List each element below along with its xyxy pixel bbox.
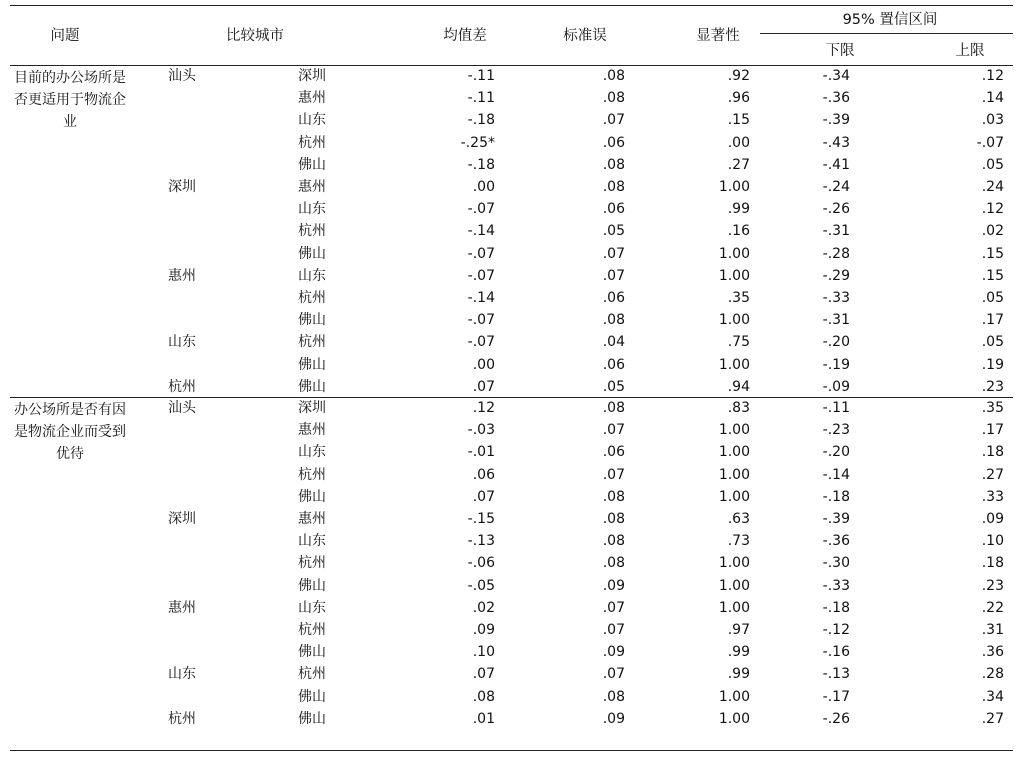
cell-se: .07 (602, 422, 625, 439)
cell-mean: -.13 (467, 533, 495, 550)
cell-se: .05 (602, 223, 625, 240)
cell-hi: .18 (981, 444, 1004, 461)
cell-lo: -.33 (822, 577, 850, 594)
cell-sig: 1.00 (718, 312, 750, 329)
cell-city1: 杭州 (168, 378, 196, 395)
cell-city1: 深圳 (168, 179, 196, 195)
cell-se: .09 (602, 577, 625, 594)
cell-hi: .19 (981, 356, 1004, 373)
cell-lo: -.16 (822, 644, 850, 661)
cell-se: .08 (602, 68, 625, 84)
header-significance: 显著性 (696, 28, 740, 44)
cell-sig: .27 (727, 156, 750, 173)
cell-mean: .12 (472, 400, 495, 416)
cell-city2: 杭州 (298, 334, 326, 351)
cell-se: .04 (602, 334, 625, 351)
cell-se: .05 (602, 378, 625, 395)
cell-lo: -.39 (822, 112, 850, 129)
cell-hi: .24 (981, 179, 1004, 195)
cell-lo: -.28 (822, 245, 850, 262)
cell-city1: 汕头 (168, 68, 196, 84)
cell-city2: 杭州 (298, 290, 326, 306)
cell-mean: .01 (472, 710, 495, 727)
header-mean-diff: 均值差 (443, 28, 487, 44)
question-label: 办公场所是否有因是物流企业而受到优待 (14, 402, 126, 462)
cell-lo: -.41 (822, 156, 850, 173)
cell-se: .08 (602, 511, 625, 527)
cell-se: .08 (602, 179, 625, 195)
cell-lo: -.36 (822, 90, 850, 107)
cell-lo: -.39 (822, 511, 850, 527)
cell-sig: .83 (727, 400, 750, 416)
cell-sig: .96 (727, 90, 750, 107)
cell-city1: 山东 (168, 666, 196, 683)
cell-mean: -.05 (467, 577, 495, 594)
cell-lo: -.19 (822, 356, 850, 373)
cell-city2: 佛山 (298, 488, 326, 505)
cell-sig: 1.00 (718, 488, 750, 505)
cell-se: .06 (602, 290, 625, 306)
cell-lo: -.20 (822, 334, 850, 351)
cell-sig: .94 (727, 378, 750, 395)
cell-sig: 1.00 (718, 710, 750, 727)
cell-lo: -.43 (822, 134, 850, 151)
cell-sig: 1.00 (718, 267, 750, 284)
cell-lo: -.24 (822, 179, 850, 195)
ci-rule (760, 33, 1013, 34)
cell-mean: -.07 (467, 334, 495, 351)
header-std-err: 标准误 (563, 28, 607, 44)
cell-city2: 杭州 (298, 666, 326, 683)
cell-hi: .36 (981, 644, 1004, 661)
cell-sig: 1.00 (718, 179, 750, 195)
cell-se: .08 (602, 488, 625, 505)
cell-hi: .05 (981, 290, 1004, 306)
cell-sig: .99 (727, 201, 750, 218)
cell-se: .06 (602, 356, 625, 373)
cell-hi: .05 (981, 334, 1004, 351)
cell-sig: 1.00 (718, 422, 750, 439)
cell-hi: .12 (981, 68, 1004, 84)
cell-city2: 山东 (298, 112, 326, 129)
cell-se: .07 (602, 267, 625, 284)
cell-hi: .17 (981, 422, 1004, 439)
cell-se: .06 (602, 201, 625, 218)
cell-hi: .10 (981, 533, 1004, 550)
cell-lo: -.13 (822, 666, 850, 683)
cell-hi: .14 (981, 90, 1004, 107)
cell-sig: .99 (727, 644, 750, 661)
cell-city2: 杭州 (298, 622, 326, 638)
cell-sig: .97 (727, 622, 750, 638)
cell-mean: -.07 (467, 201, 495, 218)
cell-hi: .15 (981, 245, 1004, 262)
cell-city2: 深圳 (298, 400, 326, 416)
cell-hi: .05 (981, 156, 1004, 173)
cell-mean: -.07 (467, 245, 495, 262)
cell-se: .09 (602, 644, 625, 661)
cell-lo: -.17 (822, 688, 850, 705)
cell-lo: -.26 (822, 201, 850, 218)
cell-mean: -.07 (467, 267, 495, 284)
cell-city2: 佛山 (298, 378, 326, 395)
cell-sig: 1.00 (718, 599, 750, 616)
cell-sig: 1.00 (718, 356, 750, 373)
cell-hi: .33 (981, 488, 1004, 505)
cell-city2: 山东 (298, 533, 326, 550)
cell-sig: 1.00 (718, 444, 750, 461)
cell-lo: -.26 (822, 710, 850, 727)
cell-mean: .02 (472, 599, 495, 616)
cell-hi: .23 (981, 577, 1004, 594)
cell-mean: .00 (472, 356, 495, 373)
cell-city2: 惠州 (298, 90, 326, 107)
cell-sig: .16 (727, 223, 750, 240)
cell-sig: 1.00 (718, 466, 750, 483)
header-compare-cities: 比较城市 (226, 28, 284, 44)
cell-mean: .07 (472, 666, 495, 683)
cell-se: .07 (602, 622, 625, 638)
cell-lo: -.29 (822, 267, 850, 284)
top-rule (10, 5, 1013, 6)
cell-hi: .18 (981, 555, 1004, 572)
cell-mean: -.18 (467, 112, 495, 129)
cell-lo: -.31 (822, 223, 850, 240)
cell-sig: .15 (727, 112, 750, 129)
cell-city2: 佛山 (298, 710, 326, 727)
cell-hi: .27 (981, 710, 1004, 727)
cell-hi: .28 (981, 666, 1004, 683)
cell-sig: .92 (727, 68, 750, 84)
cell-se: .08 (602, 688, 625, 705)
cell-city2: 山东 (298, 444, 326, 461)
cell-sig: .35 (727, 290, 750, 306)
cell-city2: 佛山 (298, 577, 326, 594)
cell-lo: -.11 (822, 400, 850, 416)
cell-hi: .03 (981, 112, 1004, 129)
cell-mean: -.25* (460, 134, 495, 151)
cell-mean: -.07 (467, 312, 495, 329)
cell-hi: .02 (981, 223, 1004, 240)
cell-lo: -.23 (822, 422, 850, 439)
cell-mean: .08 (472, 688, 495, 705)
cell-hi: .22 (981, 599, 1004, 616)
cell-mean: -.01 (467, 444, 495, 461)
cell-lo: -.36 (822, 533, 850, 550)
cell-lo: -.09 (822, 378, 850, 395)
cell-city2: 佛山 (298, 156, 326, 173)
cell-hi: .12 (981, 201, 1004, 218)
cell-city2: 佛山 (298, 644, 326, 661)
cell-city2: 杭州 (298, 466, 326, 483)
cell-city1: 山东 (168, 334, 196, 351)
cell-lo: -.12 (822, 622, 850, 638)
cell-city2: 佛山 (298, 356, 326, 373)
cell-city2: 杭州 (298, 223, 326, 240)
cell-se: .07 (602, 245, 625, 262)
cell-city2: 杭州 (298, 555, 326, 572)
cell-city1: 深圳 (168, 511, 196, 527)
cell-sig: .63 (727, 511, 750, 527)
cell-city2: 杭州 (298, 134, 326, 151)
cell-se: .08 (602, 312, 625, 329)
cell-city2: 惠州 (298, 179, 326, 195)
cell-sig: .00 (727, 134, 750, 151)
cell-mean: -.18 (467, 156, 495, 173)
cell-mean: -.06 (467, 555, 495, 572)
cell-city2: 山东 (298, 599, 326, 616)
cell-hi: .27 (981, 466, 1004, 483)
cell-mean: .07 (472, 378, 495, 395)
cell-lo: -.20 (822, 444, 850, 461)
cell-lo: -.14 (822, 466, 850, 483)
question-label: 目前的办公场所是否更适用于物流企业 (14, 70, 126, 130)
cell-mean: .09 (472, 622, 495, 638)
header-question: 问题 (50, 28, 80, 44)
cell-sig: .99 (727, 666, 750, 683)
cell-se: .08 (602, 90, 625, 107)
cell-city1: 惠州 (168, 267, 196, 284)
cell-mean: .10 (472, 644, 495, 661)
cell-hi: .17 (981, 312, 1004, 329)
cell-city1: 汕头 (168, 400, 196, 416)
header-lower: 下限 (825, 43, 855, 59)
cell-mean: -.14 (467, 223, 495, 240)
cell-se: .08 (602, 400, 625, 416)
cell-mean: -.03 (467, 422, 495, 439)
cell-mean: .07 (472, 488, 495, 505)
cell-city2: 惠州 (298, 422, 326, 439)
cell-city2: 佛山 (298, 688, 326, 705)
cell-sig: 1.00 (718, 577, 750, 594)
cell-mean: .00 (472, 179, 495, 195)
cell-city1: 杭州 (168, 710, 196, 727)
group-separator-rule (10, 397, 1013, 398)
cell-hi: .31 (981, 622, 1004, 638)
cell-lo: -.18 (822, 488, 850, 505)
cell-hi: .35 (981, 400, 1004, 416)
cell-hi: .34 (981, 688, 1004, 705)
cell-mean: -.15 (467, 511, 495, 527)
cell-se: .07 (602, 466, 625, 483)
cell-city2: 惠州 (298, 511, 326, 527)
bottom-rule (10, 750, 1013, 751)
cell-sig: .73 (727, 533, 750, 550)
cell-se: .08 (602, 533, 625, 550)
cell-city2: 山东 (298, 267, 326, 284)
cell-se: .08 (602, 555, 625, 572)
cell-se: .07 (602, 599, 625, 616)
cell-hi: .15 (981, 267, 1004, 284)
cell-mean: -.14 (467, 290, 495, 306)
cell-sig: 1.00 (718, 555, 750, 572)
cell-hi: -.07 (976, 134, 1004, 151)
cell-city2: 佛山 (298, 245, 326, 262)
cell-sig: .75 (727, 334, 750, 351)
cell-lo: -.30 (822, 555, 850, 572)
cell-lo: -.18 (822, 599, 850, 616)
cell-se: .08 (602, 156, 625, 173)
cell-mean: .06 (472, 466, 495, 483)
cell-se: .07 (602, 112, 625, 129)
cell-se: .07 (602, 666, 625, 683)
cell-se: .06 (602, 134, 625, 151)
cell-mean: -.11 (467, 90, 495, 107)
cell-lo: -.34 (822, 68, 850, 84)
cell-city2: 佛山 (298, 312, 326, 329)
header-upper: 上限 (955, 43, 985, 59)
cell-city1: 惠州 (168, 599, 196, 616)
header-ci: 95% 置信区间 (842, 12, 938, 28)
cell-lo: -.31 (822, 312, 850, 329)
cell-city2: 深圳 (298, 68, 326, 84)
cell-lo: -.33 (822, 290, 850, 306)
cell-mean: -.11 (467, 68, 495, 84)
cell-se: .09 (602, 710, 625, 727)
cell-sig: 1.00 (718, 688, 750, 705)
cell-hi: .23 (981, 378, 1004, 395)
cell-city2: 山东 (298, 201, 326, 218)
cell-se: .06 (602, 444, 625, 461)
header-rule (10, 65, 1013, 66)
cell-hi: .09 (981, 511, 1004, 527)
cell-sig: 1.00 (718, 245, 750, 262)
